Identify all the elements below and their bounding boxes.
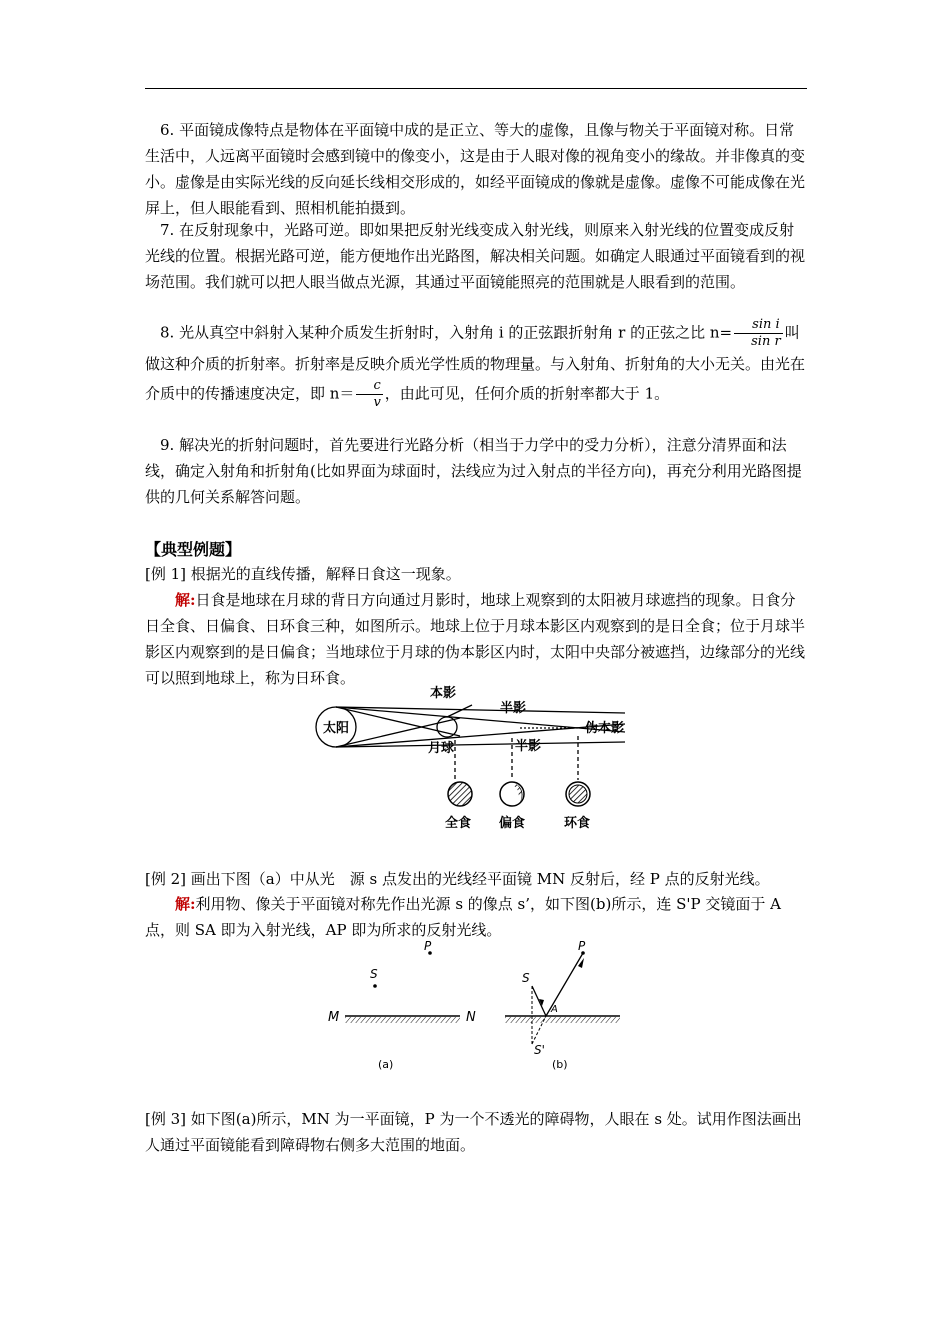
label-m: M [328, 1010, 340, 1025]
label-sun: 太阳 [323, 721, 350, 736]
caption-b: (b) [552, 1058, 568, 1071]
sin-ratio-fraction [734, 317, 783, 350]
label-p-b: P [578, 940, 586, 953]
label-penumbra-top: 半影 [500, 701, 527, 716]
fraction-denominator: v [373, 395, 381, 410]
label-s-image: S' [534, 1043, 545, 1057]
example-1-question: [例 1] 根据光的直线传播，解释日食这一现象。 [145, 565, 461, 583]
label-moon: 月球 [428, 741, 455, 756]
label-a: A [551, 1004, 558, 1015]
paragraph-8-text-b: 叫做这种介质的折射率。折射率是反映介质光学性质的物理量。与入射角、折射角的大小无关。由光在介质中的传播速度决定，即 n＝ [145, 323, 806, 403]
label-annular: 环食 [564, 816, 591, 831]
paragraph-8 [145, 317, 807, 411]
paragraph-8-text-a: 8. 光从真空中斜射入某种介质发生折射时，入射角 i 的正弦跟折射角 r 的正弦之比 n= [160, 323, 733, 342]
c-over-v-fraction [356, 378, 382, 411]
paragraph-7: 7. 在反射现象中，光路可逆。即如果把反射光线变成入射光线，则原来入射光线的位置变成反射光线的位置。根据光路可逆，能方便地作出光路图，解决相关问题。如确定人眼通过平面镜看到的视场范围。我们就可以把人眼当做点光源，其通过平面镜能照亮的范围就是人眼看到的范围。 [145, 221, 806, 291]
annular-eclipse-icon [566, 782, 590, 806]
solution-label: 解: [175, 895, 196, 913]
label-s-a: S [370, 967, 378, 981]
solution-label: 解: [175, 591, 196, 609]
fraction-denominator: sin r [751, 334, 781, 349]
header-rule [145, 88, 807, 89]
label-umbra: 本影 [430, 686, 457, 701]
example-3-question: [例 3] 如下图(a)所示，MN 为一平面镜，P 为一个不透光的障碍物，人眼在 s 处。试用作图法画出人通过平面镜能看到障碍物右侧多大范围的地面。 [145, 1110, 802, 1154]
label-total: 全食 [445, 816, 472, 831]
label-s-b: S [522, 971, 530, 985]
label-partial: 偏食 [499, 816, 526, 831]
diagram-b [505, 940, 620, 1071]
fraction-numerator: c [356, 378, 382, 395]
label-antumbra: 伪本影 [585, 721, 625, 736]
paragraph-8-text-c: ，由此可见，任何介质的折射率都大于 1。 [384, 384, 670, 403]
paragraph-6: 6. 平面镜成像特点是物体在平面镜中成的是正立、等大的虚像，且像与物关于平面镜对称。日常生活中，人远离平面镜时会感到镜中的像变小，这是由于人眼对像的视角变小的缘故。并非像真的变小。虚像是由实际光线的反向延长线相交形成的，如经平面镜成的像就是虚像。虚像不可能成像在光屏上，但人眼能看到、照相机能拍摄到。 [145, 121, 806, 217]
total-eclipse-icon [448, 782, 472, 806]
diagram-a [328, 940, 476, 1071]
example-2-answer [145, 891, 807, 943]
partial-eclipse-icon [500, 782, 524, 806]
label-n: N [466, 1010, 476, 1025]
example-2-question: [例 2] 画出下图（a）中从光 源 s 点发出的光线经平面镜 MN 反射后，经 P 点的反射光线。 [145, 870, 770, 888]
caption-a: (a) [378, 1058, 394, 1071]
example-2-answer-text: 利用物、像关于平面镜对称先作出光源 s 的像点 s’，如下图(b)所示，连 S'P 交镜面于 A 点，则 SA 即为入射光线，AP 即为所求的反射光线。 [145, 895, 781, 939]
mirror-reflection-figure [320, 940, 630, 1075]
section-heading: 【典型例题】 [145, 540, 242, 559]
label-p-a: P [424, 940, 432, 953]
example-1-answer [145, 587, 807, 691]
solar-eclipse-figure [310, 680, 640, 835]
label-penumbra-bottom: 半影 [515, 739, 542, 754]
fraction-numerator: sin i [734, 317, 783, 334]
example-1-answer-text: 日食是地球在月球的背日方向通过月影时，地球上观察到的太阳被月球遮挡的现象。日食分日全食、日偏食、日环食三种，如图所示。地球上位于月球本影区内观察到的是日全食；位于月球半影区内观察到的是日偏食；当地球位于月球的伪本影区内时，太阳中央部分被遮挡，边缘部分的光线可以照到地球上，称为日环食。 [145, 591, 806, 687]
paragraph-9: 9. 解决光的折射问题时，首先要进行光路分析（相当于力学中的受力分析），注意分清界面和法线，确定入射角和折射角(比如界面为球面时，法线应为过入射点的半径方向)，再充分利用光路图提供的几何关系解答问题。 [145, 436, 802, 506]
